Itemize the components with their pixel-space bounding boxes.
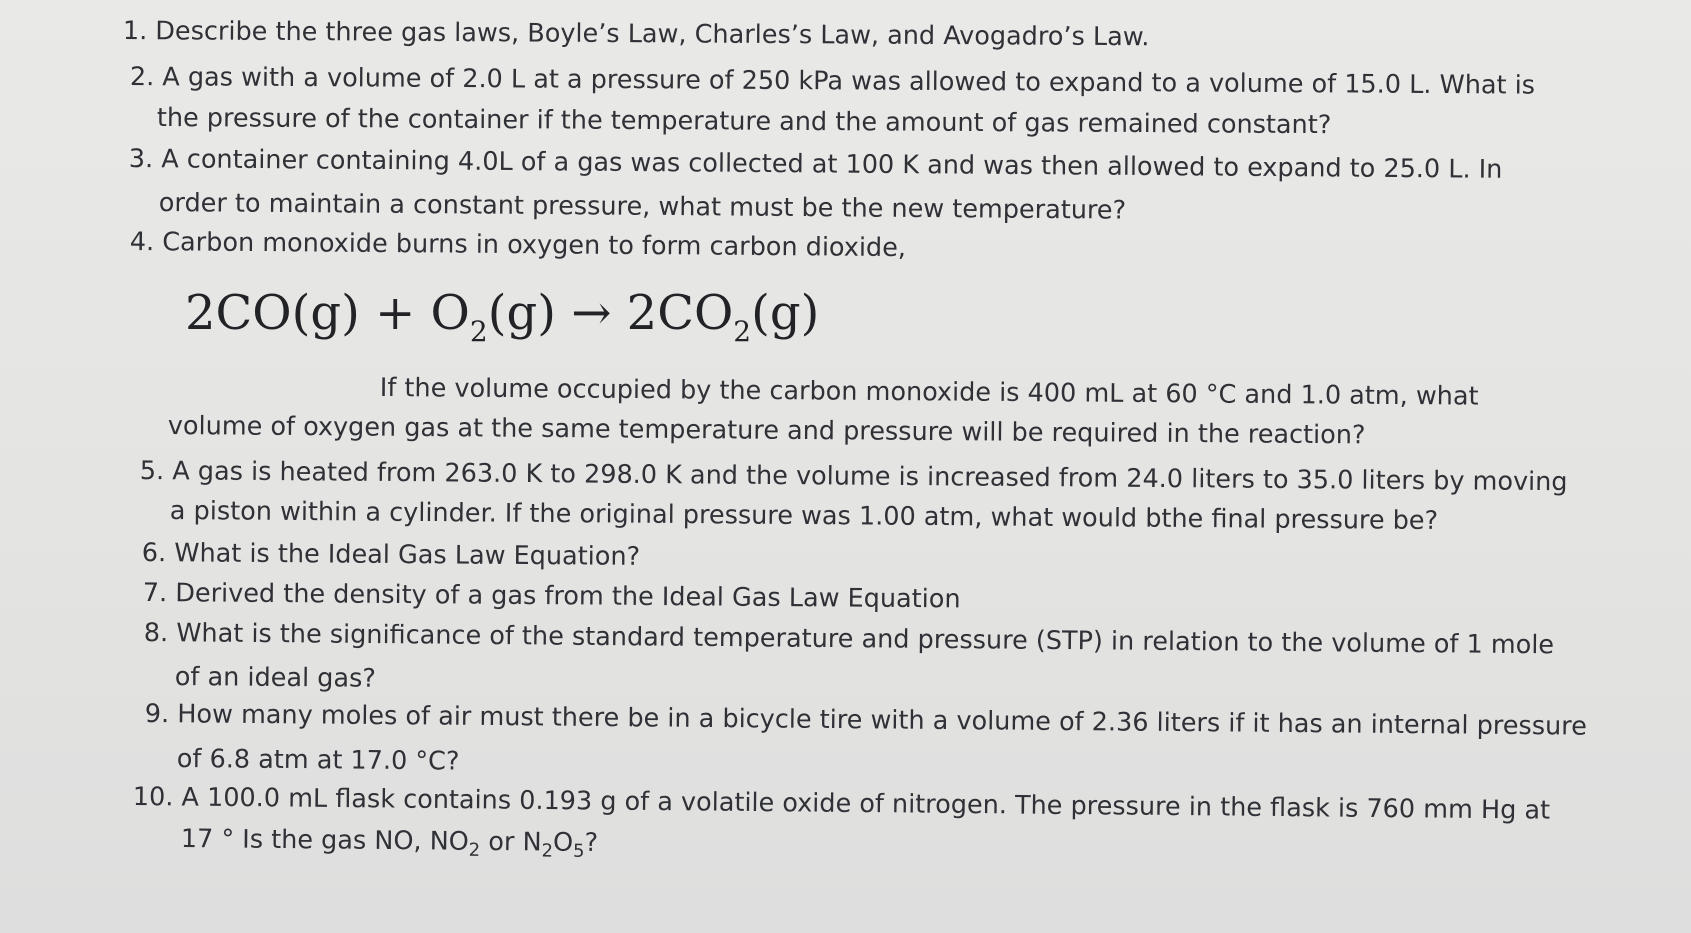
question-2-continued: the pressure of the container if the temperature and the amount of gas remained constant? xyxy=(156,102,1332,141)
question-7: 7. Derived the density of a gas from the Ideal Gas Law Equation xyxy=(142,577,961,615)
question-1: 1. Describe the three gas laws, Boyle’s Law, Charles’s Law, and Avogadro’s Law. xyxy=(122,15,1150,53)
question-9: 9. How many moles of air must there be in a bicycle tire with a volume of 2.36 liters if it has an internal pressure xyxy=(144,698,1587,742)
question-8: 8. What is the significance of the standard temperature and pressure (STP) in relation to the volume of 1 mole xyxy=(143,617,1555,661)
question-3: 3. A container containing 4.0L of a gas was collected at 100 K and was then allowed to expand to 25.0 L. In xyxy=(128,143,1503,185)
equation-plus: + xyxy=(375,285,416,341)
question-9-continued: of 6.8 atm at 17.0 °C? xyxy=(176,743,460,777)
question-10-continued: 17 ° Is the gas NO, $NO_2$ or $N_2O_5$? xyxy=(180,823,599,862)
equation-product-co2: $2CO_2(g)$ xyxy=(626,285,820,348)
question-5: 5. A gas is heated from 263.0 K to 298.0 K and the volume is increased from 24.0 liters to 35.0 liters by moving xyxy=(139,455,1568,498)
question-4-text-continued: volume of oxygen gas at the same temperature and pressure will be required in the reaction? xyxy=(167,410,1366,451)
question-4-text: If the volume occupied by the carbon monoxide is 400 mL at 60 °C and 1.0 atm, what xyxy=(379,372,1479,412)
question-4: 4. Carbon monoxide burns in oxygen to form carbon dioxide, xyxy=(129,226,907,264)
question-2: 2. A gas with a volume of 2.0 L at a pressure of 250 kPa was allowed to expand to a volume of 15.0 L. What is xyxy=(129,61,1536,101)
question-8-continued: of an ideal gas? xyxy=(174,661,376,694)
equation-o2: $O_2(g)$ xyxy=(430,285,556,348)
question-10: 10. A 100.0 mL flask contains 0.193 g of a volatile oxide of nitrogen. The pressure in the flask is 760 mm Hg at xyxy=(132,781,1551,826)
chemical-equation xyxy=(185,283,819,362)
equation-arrow: → xyxy=(571,285,612,341)
question-3-continued: order to maintain a constant pressure, what must be the new temperature? xyxy=(158,187,1127,226)
question-6: 6. What is the Ideal Gas Law Equation? xyxy=(141,537,641,572)
question-5-continued: a piston within a cylinder. If the original pressure was 1.00 atm, what would bthe final pressure be? xyxy=(169,495,1439,536)
equation-reactant-co: 2CO(g) xyxy=(185,285,360,341)
